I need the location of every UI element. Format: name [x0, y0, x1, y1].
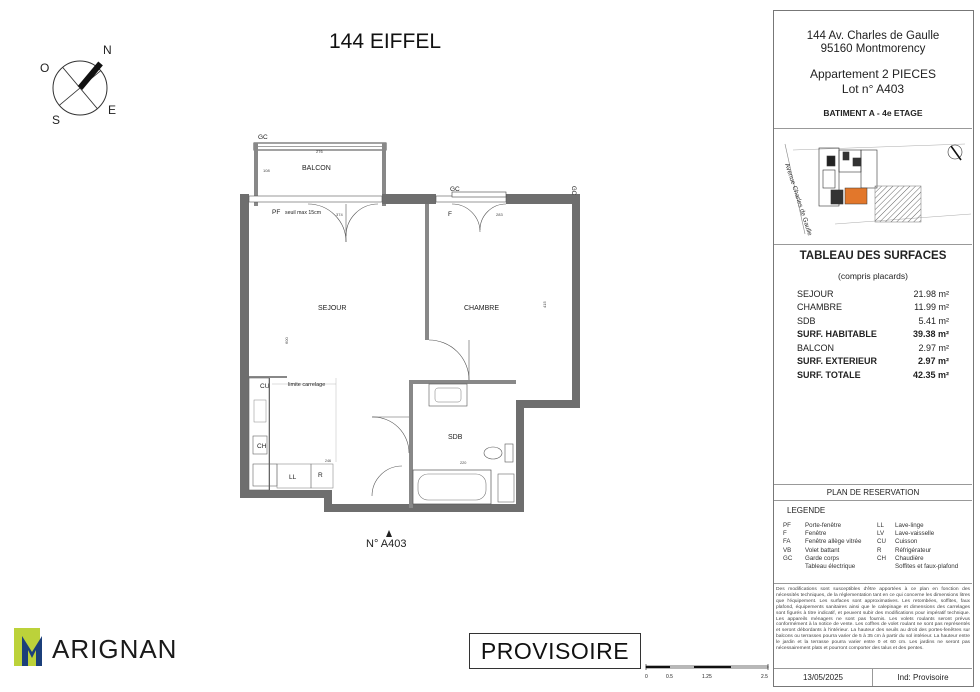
sejour-width-dim: 374: [336, 212, 343, 217]
legend-text: Lave-linge: [895, 522, 924, 529]
divider: [774, 484, 972, 485]
address: [774, 30, 972, 56]
legend-code: LL: [877, 522, 884, 529]
surface-row: [797, 341, 949, 355]
surface-label: SEJOUR: [797, 288, 834, 299]
site-street: Avenue Charles de Gaulle: [783, 162, 814, 237]
balcony-label: BALCON: [302, 165, 331, 172]
divider: [774, 500, 972, 501]
legend-text: Volet battant: [805, 546, 840, 554]
scale-tick-1: 0.5: [666, 674, 673, 680]
surfaces-table: [797, 287, 949, 382]
surface-label: SURF. TOTALE: [797, 369, 861, 380]
compass-o: O: [40, 61, 50, 75]
scale-tick-2: 1.25: [702, 674, 712, 680]
footer: [774, 668, 972, 686]
bathroom: [413, 384, 514, 504]
ch-label: CH: [257, 443, 267, 450]
legend-text: Soffites et faux-plafond: [895, 563, 959, 571]
legend-row: [783, 538, 969, 546]
legend-row: [783, 547, 969, 555]
chambre-height-dim: 415: [542, 301, 547, 308]
divider: [774, 583, 972, 584]
surface-value: 42.35 m²: [912, 369, 949, 380]
seuil-label: seuil max 15cm: [285, 210, 322, 216]
chambre-label: CHAMBRE: [464, 305, 500, 312]
scale-tick-3: 2.5: [761, 674, 768, 680]
apartment-info: [774, 67, 972, 97]
balcony-width-dim: 276: [316, 149, 323, 154]
partitions: [249, 204, 516, 508]
surface-label: BALCON: [797, 342, 835, 353]
compass-s: S: [52, 113, 61, 127]
doors: [308, 204, 506, 496]
compass-n: N: [103, 43, 112, 57]
legend-code: [877, 563, 895, 571]
pf-label: PF: [272, 209, 281, 216]
surface-value: 5.41 m²: [918, 315, 949, 326]
limite-carrelage: limite carrelage: [288, 382, 326, 388]
legend-code: R: [877, 546, 882, 554]
surface-value: 39.38 m²: [912, 329, 949, 340]
legend-text: Lave-vaisselle: [895, 530, 935, 538]
surface-value: 21.98 m²: [913, 288, 949, 299]
floor-plan: [236, 130, 596, 550]
date: 13/05/2025: [802, 673, 844, 682]
lot-marker-text: N° A403: [366, 538, 407, 550]
legend-code: GC: [783, 554, 793, 562]
chambre-width-dim: 283: [496, 212, 503, 217]
disclaimer-note: Des modifications sont susceptibles d'être apportées à ce plan en fonction des nécessités techniques, de la réglementation tant en ce qui concerne les dimensions litres que l'équipement. Les surfaces sont approximatives. Les retombées, soffites, faux plafond, équipements sanitaires ainsi que le calepinage et dimensions des carrelages sont figurés à titre indicatif, et peuvent subir des modifications pour impératif technique. Les appareils ménagers ne sont pas fournis. Les volets roulants seront prévus conformément à la notice de vente. Les coffres de volet roulant ne sont pas représentés et seront débordants à l'intérieur. La hauteur des seuils au droit des portes-fenêtres sur balcons ou terrasses pourra varier de 5 à 35 cm à partir du sol intérieur. La hauteur entre le jardin et la terrasse pourra varier entre 0 et 60 cm. Les jardins ne seront pas nécessairement plats et pourront comporter des talus et des pentes.: [776, 587, 970, 652]
kitchen: [249, 378, 336, 490]
index: Ind: Provisoire: [872, 669, 973, 686]
legend-title: LEGENDE: [787, 506, 826, 515]
sejour-height-dim: 600: [284, 337, 289, 344]
legend-code: F: [783, 530, 787, 538]
legend-text: Réfrigérateur: [895, 546, 932, 554]
legend-row: [783, 522, 969, 530]
balcony-depth-dim: 108: [263, 168, 270, 173]
plan-title: PLAN DE RESERVATION: [826, 488, 920, 497]
surface-label: SDB: [797, 315, 816, 326]
surface-row: [797, 301, 949, 315]
surface-row: [797, 287, 949, 301]
surface-label: SURF. HABITABLE: [797, 329, 877, 340]
apartment-type: Appartement 2 PIECES: [809, 67, 937, 81]
divider: [774, 128, 972, 129]
legend-text: Garde corps: [805, 554, 840, 562]
cu-label: CU: [260, 383, 270, 390]
sdb-dim: 220: [460, 461, 467, 465]
f-label: F: [448, 211, 452, 218]
surface-row: [797, 314, 949, 328]
legend-code: CU: [877, 538, 886, 546]
surface-value: 11.99 m²: [914, 302, 949, 313]
legend-code: [783, 563, 805, 571]
address-line2: 95160 Montmorency: [820, 43, 926, 55]
legend-code: VB: [783, 546, 792, 554]
scale-tick-0: 0: [645, 674, 648, 680]
gc-top-label: GC: [258, 134, 268, 141]
scale-bar: [644, 660, 770, 688]
legend-text: Tableau électrique: [805, 563, 856, 571]
r-label: R: [318, 472, 323, 479]
lot-number: Lot n° A403: [841, 82, 905, 96]
surface-row: [797, 355, 949, 369]
divider: [774, 244, 972, 245]
surface-value: 2.97 m²: [918, 342, 949, 353]
lot-marker: [366, 530, 406, 550]
surface-label: CHAMBRE: [797, 302, 843, 313]
surface-row: [797, 368, 949, 382]
site-map: [775, 134, 971, 242]
sejour-label: SEJOUR: [318, 305, 347, 312]
legend: [783, 522, 969, 571]
legend-row: [783, 563, 969, 571]
surface-value: 2.97 m²: [917, 356, 949, 367]
legend-code: FA: [783, 538, 791, 546]
legend-code: PF: [783, 522, 791, 529]
building-floor: BATIMENT A - 4e ETAGE: [823, 108, 923, 118]
surface-row: [797, 328, 949, 342]
provisoire-stamp: PROVISOIRE: [469, 633, 641, 669]
surface-label: SURF. EXTERIEUR: [797, 356, 878, 367]
gc-side-label: GC: [570, 186, 576, 195]
compass-e: E: [108, 103, 117, 117]
legend-text: Chaudière: [895, 554, 924, 562]
ll-label: LL: [289, 474, 297, 481]
legend-row: [783, 530, 969, 538]
address-line1: 144 Av. Charles de Gaulle: [806, 30, 940, 42]
legend-text: Fenêtre: [805, 530, 827, 538]
kitchen-dim: 246: [325, 459, 331, 463]
surfaces-subtitle: (compris placards): [838, 271, 908, 281]
legend-row: [783, 555, 969, 563]
legend-code: CH: [877, 554, 886, 562]
compass-icon: [28, 42, 128, 142]
legend-text: Cuisson: [895, 538, 918, 546]
arrow-up-icon: [386, 530, 392, 537]
surfaces-title: TABLEAU DES SURFACES: [799, 250, 947, 262]
brand-name: ARIGNAN: [52, 634, 178, 664]
gc-mid-label: GC: [450, 186, 460, 193]
sdb-label: SDB: [448, 434, 463, 441]
project-title: 144 EIFFEL: [328, 30, 442, 53]
legend-code: LV: [877, 530, 885, 538]
balcony: [254, 134, 386, 206]
legend-text: Porte-fenêtre: [805, 522, 842, 529]
legend-text: Fenêtre allège vitrée: [805, 538, 862, 546]
